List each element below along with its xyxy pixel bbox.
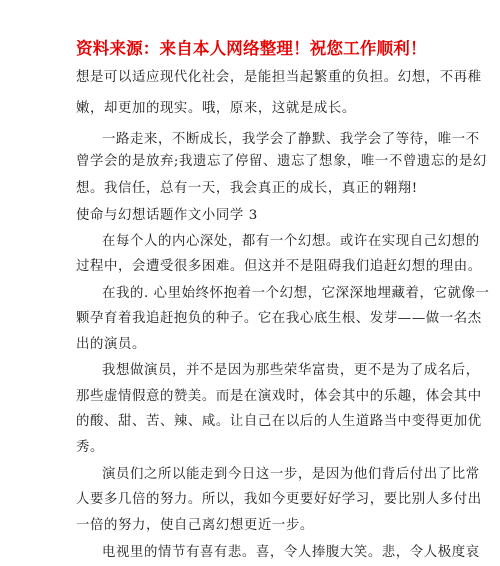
- text-line: 一路走来，不断成长，我学会了静默、我学会了等待，唯一不: [102, 132, 480, 147]
- text-line: 的酸、甜、苦、辣、咸。让自己在以后的人生道路当中变得更加优: [76, 414, 482, 429]
- text-line: 嫩，却更加的现实。哦，原来，这就是成长。: [76, 101, 356, 116]
- text-line: 想是可以适应现代化社会，是能担当起繁重的负担。幻想，不再稚: [76, 70, 482, 85]
- source-header: 资料来源：来自本人网络整理！祝您工作顺利！: [76, 39, 427, 58]
- text-line: 一倍的努力，使自己离幻想更近一步。: [76, 518, 314, 533]
- text-line: 我想做演员，并不是因为那些荣华富贵，更不是为了成名后，: [102, 363, 480, 378]
- text-line: 颗孕育着我追赶抱负的种子。它在我心底生根、发芽——做一名杰: [76, 311, 482, 326]
- text-line: 人要多几倍的努力。所以，我如今更要好好学习，要比别人多付出: [76, 492, 482, 507]
- text-line: 秀。: [76, 440, 104, 455]
- text-line: 那些虚情假意的赞美。而是在演戏时，体会其中的乐趣，体会其中: [76, 389, 482, 404]
- text-line: 在每个人的内心深处，都有一个幻想。或许在实现自己幻想的: [102, 234, 480, 249]
- text-line: 演员们之所以能走到今日这一步，是因为他们背后付出了比常: [102, 467, 480, 482]
- text-line: 出的演员。: [76, 337, 146, 352]
- text-line: 曾学会的是放弃;我遗忘了停留、遗忘了想象，唯一不曾遗忘的是幻: [76, 154, 487, 169]
- text-line: 想。我信任，总有一天，我会真正的成长，真正的翱翔!: [76, 181, 418, 196]
- text-line: 电视里的情节有喜有悲。喜，令人捧腹大笑。悲，令人极度哀: [102, 545, 480, 560]
- section-heading: 使命与幻想话题作文小同学 3: [76, 208, 258, 223]
- text-line: 过程中，会遭受很多困难。但这并不是阻碍我们追赶幻想的理由。: [76, 259, 482, 274]
- text-line: 在我的. 心里始终怀抱着一个幻想，它深深地埋藏着，它就像一: [102, 286, 490, 301]
